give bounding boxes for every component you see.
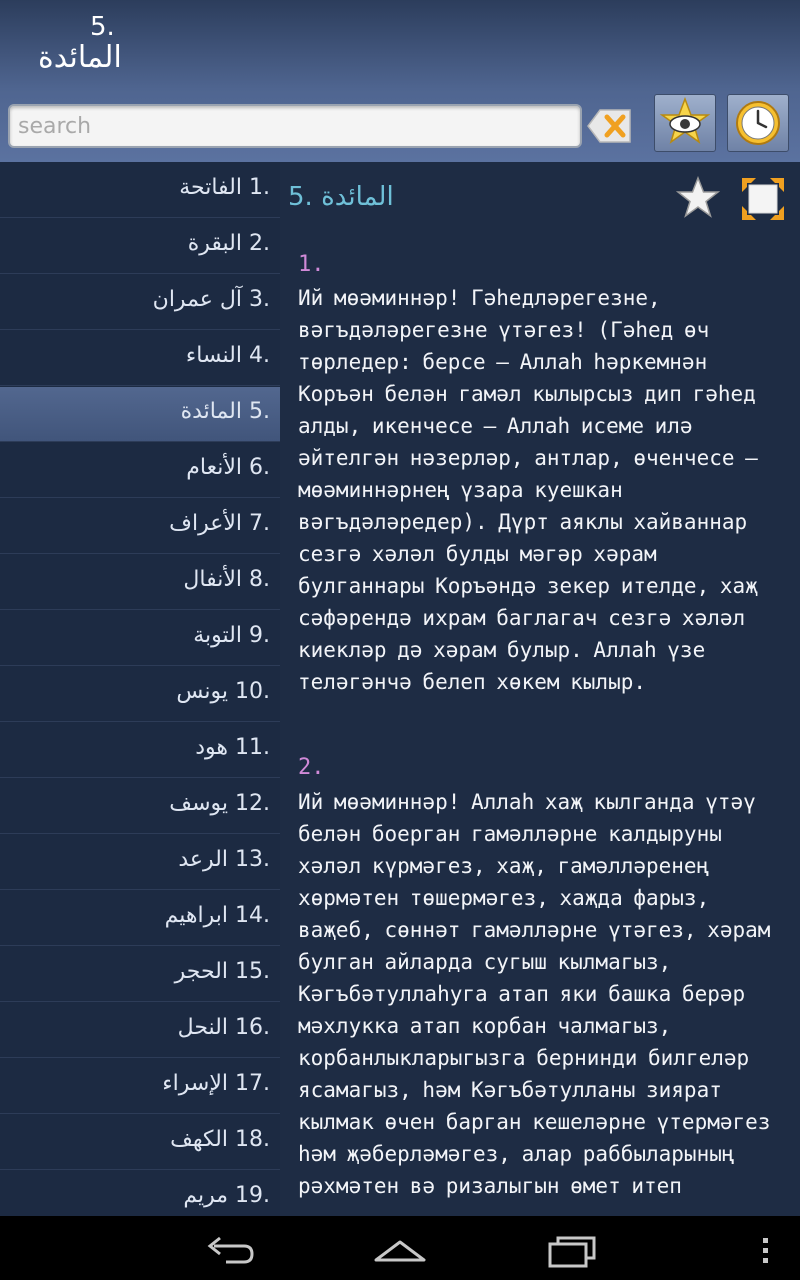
surah-name: الإسراء bbox=[162, 1071, 228, 1096]
surah-name: آل عمران bbox=[152, 287, 242, 312]
surah-title-number: 5. bbox=[288, 182, 313, 212]
surah-list-item-label bbox=[178, 1015, 270, 1040]
surah-list-item-label bbox=[153, 287, 270, 312]
surah-content bbox=[280, 162, 800, 1216]
surah-number: 17. bbox=[235, 1071, 270, 1096]
surah-list-item[interactable] bbox=[0, 219, 280, 274]
surah-list-item[interactable] bbox=[0, 1115, 280, 1170]
surah-list-item-label bbox=[188, 231, 270, 256]
surah-name: الأنعام bbox=[186, 455, 242, 480]
back-button[interactable] bbox=[190, 1224, 270, 1272]
surah-list-item[interactable] bbox=[0, 331, 280, 386]
surah-number: 10. bbox=[235, 679, 270, 704]
surah-list-item-label bbox=[175, 959, 270, 984]
search-input[interactable] bbox=[10, 106, 580, 146]
surah-list-item[interactable] bbox=[0, 443, 280, 498]
surah-list-item[interactable] bbox=[0, 947, 280, 1002]
surah-number: 4. bbox=[249, 343, 270, 368]
surah-list-item[interactable] bbox=[0, 779, 280, 834]
surah-name: النساء bbox=[185, 343, 242, 368]
surah-name: التوبة bbox=[193, 623, 242, 648]
surah-number: 9. bbox=[249, 623, 270, 648]
surah-name: الرعد bbox=[178, 847, 228, 872]
surah-number: 1. bbox=[249, 175, 270, 200]
favorites-view-button[interactable] bbox=[654, 94, 716, 152]
header-surah-number: 5. bbox=[90, 12, 115, 42]
verse-number: 2. bbox=[298, 755, 325, 780]
surah-name: الأنفال bbox=[183, 567, 242, 592]
clear-search-button[interactable] bbox=[586, 106, 634, 146]
surah-title-name: المائدة bbox=[321, 182, 394, 212]
surah-name: النحل bbox=[177, 1015, 228, 1040]
surah-list-item-label bbox=[183, 1183, 270, 1208]
surah-number: 7. bbox=[249, 511, 270, 536]
surah-number: 13. bbox=[235, 847, 270, 872]
surah-list-item[interactable] bbox=[0, 275, 280, 330]
surah-number: 16. bbox=[235, 1015, 270, 1040]
bookmark-button[interactable] bbox=[676, 176, 720, 220]
surah-list-item[interactable] bbox=[0, 835, 280, 890]
search-field[interactable] bbox=[8, 104, 582, 148]
menu-icon bbox=[724, 1224, 800, 1272]
surah-number: 12. bbox=[235, 791, 270, 816]
surah-name: الحجر bbox=[174, 959, 228, 984]
surah-list-item-label bbox=[170, 1127, 270, 1152]
surah-list-item[interactable] bbox=[0, 667, 280, 722]
verse-text: Ий мөәминнәр! Гәһедләрегезне, вәгъдәләрегезне үтәгез! (Гәһед өч төрледер: берсе — Аллаһ һәркемнән Коръән белән гамәл кылырсыз дип гәһед алды, икенчесе — Аллаһ исеме илә әйтелгән нәзерләр, антлар, өченчесе — мөәминнәрнең үзара куешкан вәгъдәләредер). Дүрт аяклы хайваннар сезгә хәләл булды мәгәр хәрам булганнары Коръәндә зекер ителде, хаҗ сәфәрендә ихрам баглагач сезгә хәләл киекләр дә хәрам булыр. Аллаһ үзе теләгәнчә белеп хөкем кылыр. bbox=[298, 286, 758, 694]
clock-icon bbox=[728, 95, 788, 151]
surah-number: 5. bbox=[249, 399, 270, 424]
clear-icon bbox=[586, 106, 634, 146]
home-icon bbox=[360, 1224, 440, 1272]
surah-name: هود bbox=[195, 735, 228, 760]
surah-list-item-label bbox=[169, 791, 270, 816]
surah-name: البقرة bbox=[187, 231, 242, 256]
surah-list-item-label bbox=[178, 847, 270, 872]
surah-number: 8. bbox=[249, 567, 270, 592]
surah-list-item[interactable] bbox=[0, 1059, 280, 1114]
surah-number: 2. bbox=[249, 231, 270, 256]
verse-text: Ий мөәминнәр! Аллаһ хаҗ кылганда үтәү белән боерган гамәлләрне калдыруны хәләл күрмәгез, хаҗ, гамәлләренең хөрмәтен төшермәгез, хаҗда фарыз, ваҗеб, сөннәт гамәлләрне үтәгез, хәрам булган айларда сугыш кылмагыз, Кәгъбәтуллаһуга атап яки башка берәр мәхлукка атап корбан чалмагыз, корбанлыкларыгызга бернинди билгеләр ясамагыз, һәм Кәгъбәтулланы зиярат кылмак өчен барган кешеләрне үтермәгез һәм җәберләмәгез, алар раббыларының рәхмәтен вә ризалыгын өмет итеп bbox=[298, 790, 771, 1198]
surah-list-item-label bbox=[169, 511, 270, 536]
surah-list-item[interactable] bbox=[0, 387, 280, 442]
surah-number: 18. bbox=[235, 1127, 270, 1152]
recents-button[interactable] bbox=[532, 1224, 612, 1272]
surah-list-item[interactable] bbox=[0, 723, 280, 778]
surah-list-item-label bbox=[165, 903, 270, 928]
surah-list-item[interactable] bbox=[0, 499, 280, 554]
header-surah-name: المائدة bbox=[38, 40, 122, 75]
surah-name: المائدة bbox=[180, 399, 242, 424]
surah-name: الكهف bbox=[170, 1127, 228, 1152]
surah-name: يونس bbox=[176, 679, 228, 704]
overflow-menu-button[interactable] bbox=[724, 1224, 800, 1272]
fullscreen-button[interactable] bbox=[740, 176, 786, 222]
surah-name: مريم bbox=[183, 1183, 228, 1208]
surah-number: 15. bbox=[235, 959, 270, 984]
verse-number: 1. bbox=[298, 252, 325, 277]
surah-name: الأعراف bbox=[169, 511, 242, 536]
history-button[interactable] bbox=[727, 94, 789, 152]
system-nav-bar bbox=[0, 1216, 800, 1280]
header bbox=[0, 0, 800, 162]
surah-list-item-label bbox=[186, 343, 270, 368]
star-icon bbox=[676, 176, 720, 220]
surah-list bbox=[0, 162, 280, 1216]
surah-number: 11. bbox=[235, 735, 270, 760]
back-icon bbox=[190, 1224, 270, 1272]
surah-list-item-label bbox=[186, 455, 270, 480]
surah-list-item-label bbox=[162, 1071, 270, 1096]
surah-list-item-label bbox=[195, 735, 270, 760]
surah-list-item-label bbox=[179, 175, 270, 200]
fullscreen-icon bbox=[740, 176, 786, 222]
surah-title bbox=[288, 182, 394, 212]
surah-list-item[interactable] bbox=[0, 163, 280, 218]
surah-list-item[interactable] bbox=[0, 555, 280, 610]
recents-icon bbox=[532, 1224, 612, 1272]
surah-name: ابراهيم bbox=[164, 903, 228, 928]
surah-list-item-label bbox=[176, 679, 270, 704]
surah-name: يوسف bbox=[169, 791, 228, 816]
eye-star-icon bbox=[655, 95, 715, 151]
surah-list-item[interactable] bbox=[0, 1171, 280, 1216]
home-button[interactable] bbox=[360, 1224, 440, 1272]
surah-number: 3. bbox=[249, 287, 270, 312]
surah-list-item[interactable] bbox=[0, 611, 280, 666]
surah-name: الفاتحة bbox=[179, 175, 242, 200]
surah-list-item-label bbox=[183, 567, 270, 592]
surah-list-item[interactable] bbox=[0, 891, 280, 946]
surah-list-item[interactable] bbox=[0, 1003, 280, 1058]
surah-list-item-label bbox=[181, 399, 270, 424]
surah-list-item-label bbox=[193, 623, 270, 648]
surah-number: 19. bbox=[235, 1183, 270, 1208]
surah-number: 14. bbox=[235, 903, 270, 928]
surah-number: 6. bbox=[249, 455, 270, 480]
